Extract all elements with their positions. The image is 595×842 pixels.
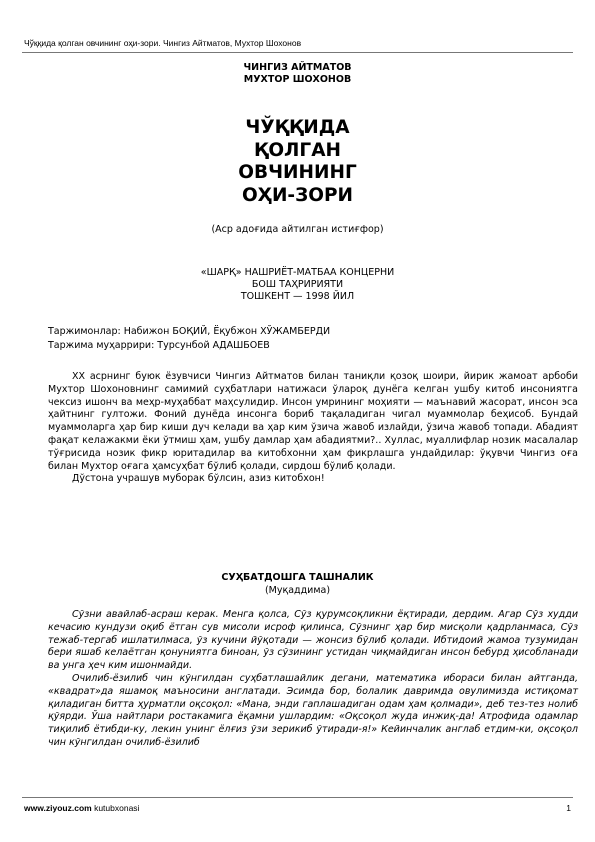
author-name: МУХТОР ШОХОНОВ xyxy=(243,74,352,85)
title-line: ҚОЛГАН xyxy=(253,139,342,161)
book-subtitle: (Аср адоғида айтилган истиғфор) xyxy=(211,224,384,235)
site-suffix: kutubxonasi xyxy=(91,803,140,813)
author-name: ЧИНГИЗ АЙТМАТОВ xyxy=(243,62,352,73)
publisher-block xyxy=(0,267,595,303)
running-header: Чўққида қолган овчининг оҳи-зори. Чингиз Айтматов, Мухтор Шохонов xyxy=(24,38,302,48)
section-title: СУҲБАТДОШГА ТАШНАЛИК xyxy=(221,572,374,583)
section-body xyxy=(48,609,578,750)
footer-divider xyxy=(22,797,573,798)
body-paragraph: Очилиб-ёзилиб чин кўнгилдан суҳбатлашайлик дегани, математика ибораси билан айтганда, «квадрат»да яшамоқ маъносини англатади. Эсимда бор, болалик давримда овулимизда истиқомат қиладиган битта ҳурматли оқсоқол: «Мана, энди гаплашадиган одам ҳам қолмади», деб тез-тез нолиб қўярди. Ўша найтлари ростакамига ёқамни ушлардим: «Оқсоқол жуда инжиқ-да! Атрофида одамлар тиқилиб ётибди-ку, лекин унинг ёлғиз ўзи зерикиб ўтиради-я!» Кейинчалик англаб етдим-ки, оқсоқол чин кўнгилдан очилиб-ёзилиб xyxy=(48,672,578,748)
publisher-line: ТОШКЕНТ — 1998 ЙИЛ xyxy=(240,291,355,302)
intro-paragraph: XX асрнинг буюк ёзувчиси Чингиз Айтматов билан таниқли қозоқ шоири, йирик жамоат арбоби Мухтор Шохоновнинг самимий суҳбатлари натижаси ўлароқ дунёга келган ушбу китоб инсониятга чексиз ишонч ва меҳр-муҳаббат маҳсулидир. Инсон умрининг моҳияти — маънавий жасорат, инсон эса ҳайтнинг гултожи. Фоний дунёда инсонга бориб тақаладиган чигал муаммолар беҳисоб. Бундай муаммоларга ҳар бир киши дуч келади ва ҳар ким ўзича жавоб излайди, ўзича жавоб топади. Абадият фақат келажакми ёки ўтмиш ҳам, ушбу дамлар ҳам абадиятми?.. Хуллас, муаллифлар нозик масалалар тўғрисида нозик фикр юритадилар ва китобхонни ҳам фикрлашга ундайдилар: ўқувчи Чингиз оға билан Мухтор оғага ҳамсуҳбат бўлиб қолади, сирдош бўлиб қолади. xyxy=(48,371,578,472)
header-divider xyxy=(22,52,573,53)
intro-paragraph: Дўстона учрашув муборак бўлсин, азиз китобхон! xyxy=(72,473,325,485)
footer-site xyxy=(24,803,139,813)
credits-block xyxy=(48,325,548,353)
authors-block xyxy=(0,62,595,86)
site-link[interactable]: www.ziyouz.com xyxy=(24,803,92,813)
translators-line: Таржимонлар: Набижон БОҚИЙ, Ёқубжон ХЎЖАМБЕРДИ xyxy=(48,326,331,337)
title-line: ЧЎҚҚИДА xyxy=(245,117,350,138)
publisher-line: БОШ ТАҲРИРИЯТИ xyxy=(251,279,344,290)
book-title xyxy=(0,117,595,207)
page-number: 1 xyxy=(566,803,571,813)
publisher-line: «ШАРҚ» НАШРИЁТ-МАТБАА КОНЦЕРНИ xyxy=(200,267,395,278)
title-line: ОВЧИНИНГ xyxy=(238,162,357,183)
intro-text xyxy=(48,371,578,486)
section-subtitle: (Муқаддима) xyxy=(264,585,331,596)
title-line: ОҲИ-ЗОРИ xyxy=(241,184,354,206)
body-paragraph: Сўзни авайлаб-асраш керак. Менга қолса, Сўз қурумсоқликни ёқтиради, дердим. Агар Сўз худди кечасию кундузи оқиб ётган сув мисоли исроф қилинса, Сўзнинг ҳар бир мисқоли қадрланмаса, Сўз тежаб-тергаб ишлатилмаса, ўз кучини йўқотади — жонсиз бўлиб қолади. Ибтидоий жамоа тузумидан бери яшаб келаётган қонуниятга биноан, ўз сўзининг устидан чиқмайдиган инсон бебурд ҳисобланади ва унга ҳеч ким ишонмайди. xyxy=(48,609,578,672)
editor-line: Таржима муҳаррири: Турсунбой АДАШБОЕВ xyxy=(48,340,270,351)
